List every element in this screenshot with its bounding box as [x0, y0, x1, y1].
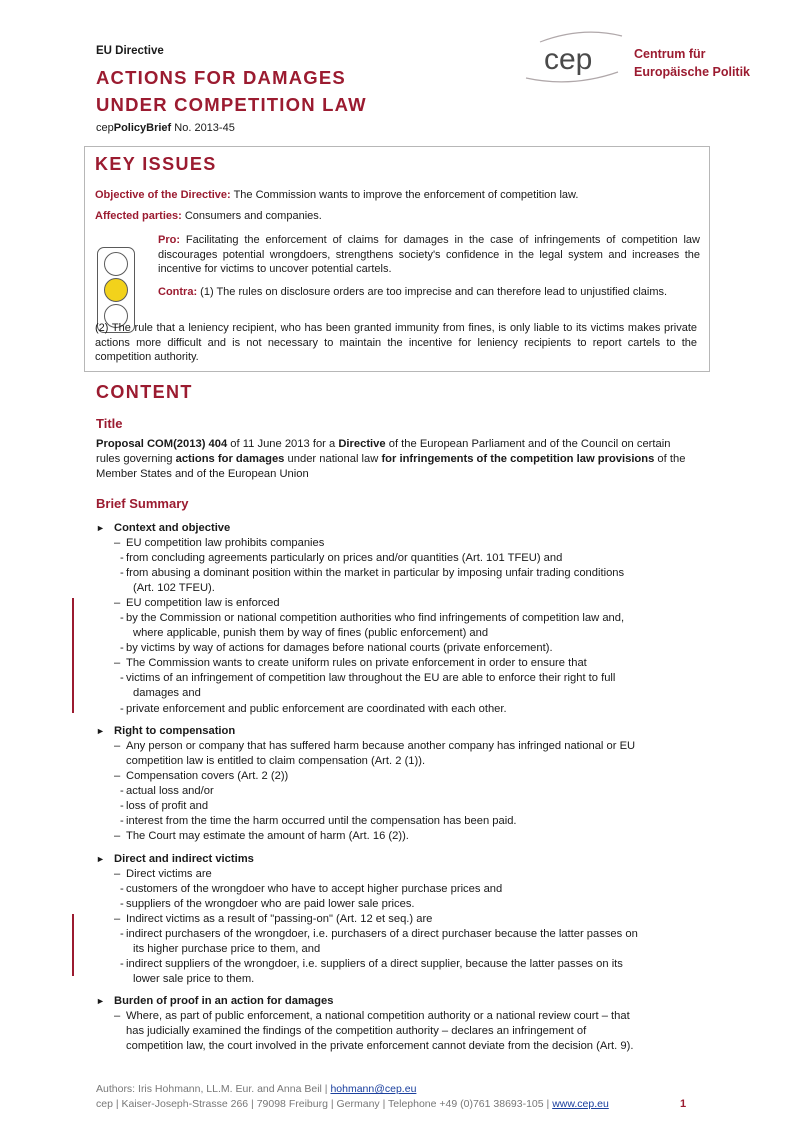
brief-summary-heading: Brief Summary: [96, 496, 189, 511]
address-text: cep | Kaiser-Joseph-Strasse 266 | 79098 Freiburg | Germany | Telephone +49 (0)761 38693-105 |: [96, 1098, 553, 1110]
objective-label: Objective of the Directive:: [95, 189, 231, 201]
sub-marker: -: [120, 552, 124, 564]
dash-marker: –: [114, 657, 121, 669]
list-item: EU competition law prohibits companies: [126, 537, 325, 549]
section-title: Context and objective: [114, 522, 231, 534]
dash-marker: –: [114, 868, 121, 880]
bullet-arrow-icon: ►: [96, 726, 105, 736]
title-line-1: ACTIONS FOR DAMAGES: [96, 67, 346, 88]
list-item: from abusing a dominant position within the market in particular by imposing unfair trading conditions: [126, 567, 625, 579]
title-part-8: of the Member States and of the European Union: [96, 453, 686, 480]
section-title: Burden of proof in an action for damages: [114, 995, 334, 1007]
title-line-2: UNDER COMPETITION LAW: [96, 94, 367, 115]
list-item: from concluding agreements particularly on prices and/or quantities (Art. 101 TFEU) and: [126, 552, 563, 564]
objective-text: The Commission wants to improve the enforcement of competition law.: [230, 189, 579, 201]
dash-marker: –: [114, 830, 121, 842]
sub-marker: -: [120, 567, 124, 579]
affected-label: Affected parties:: [95, 210, 182, 222]
title-part-4: of the European Parliament and of the Council on certain rules governing: [96, 438, 671, 465]
author-email-link[interactable]: hohmann@cep.eu: [330, 1083, 417, 1095]
bullet-arrow-icon: ►: [96, 854, 105, 864]
list-item: Direct victims are: [126, 868, 212, 880]
footer-authors: [96, 1082, 416, 1097]
sub-marker: -: [120, 703, 124, 715]
list-item: interest from the time the harm occurred until the compensation has been paid.: [126, 815, 517, 827]
sub-marker: -: [120, 928, 124, 940]
revision-mark: [72, 914, 74, 976]
list-item: loss of profit and: [126, 800, 209, 812]
list-item-continuation: damages and: [133, 687, 201, 699]
traffic-lamp-top: [104, 252, 128, 276]
list-item: victims of an infringement of competition law throughout the EU are able to enforce their right to full: [126, 672, 616, 684]
title-part-2: of 11 June 2013 for a: [227, 438, 339, 450]
section-title: Right to compensation: [114, 725, 236, 737]
list-item: private enforcement and public enforcement are coordinated with each other.: [126, 703, 507, 715]
dash-marker: –: [114, 537, 121, 549]
list-item-continuation: its higher purchase price to them, and: [133, 943, 321, 955]
list-item-continuation: where applicable, punish them by way of fines (public enforcement) and: [133, 627, 489, 639]
list-item-continuation: lower sale price to them.: [133, 973, 255, 985]
list-item: indirect purchasers of the wrongdoer, i.e. purchasers of a direct purchaser because the latter passes on: [126, 928, 638, 940]
sub-marker: -: [120, 800, 124, 812]
title-part-1: Proposal COM(2013) 404: [96, 438, 228, 450]
authors-text: Authors: Iris Hohmann, LL.M. Eur. and Anna Beil |: [96, 1083, 331, 1095]
traffic-lamp-yellow: [104, 278, 128, 302]
dash-marker: –: [114, 740, 121, 752]
brief-number: No. 2013-45: [171, 122, 235, 134]
contra-paragraph: [158, 285, 700, 300]
list-item: by the Commission or national competition authorities who find infringements of competition law and,: [126, 612, 625, 624]
org-line-1: Centrum für: [634, 47, 706, 61]
pro-paragraph: [158, 233, 700, 277]
sub-marker: -: [120, 815, 124, 827]
affected-parties: [95, 209, 699, 224]
pro-text: Facilitating the enforcement of claims for damages in the case of infringements of competition law discourages potential wrongdoers, strengthens society's confidence in the legal system and increases the incentive for victims to uncover potential cartels.: [158, 234, 700, 276]
organization-name: [634, 45, 750, 81]
website-link[interactable]: www.cep.eu: [552, 1098, 609, 1110]
policy-brief-number: [96, 121, 235, 136]
sub-marker: -: [120, 612, 124, 624]
title-heading: Title: [96, 416, 123, 431]
sub-marker: -: [120, 883, 124, 895]
brief-prefix: cep: [96, 122, 114, 134]
list-item: Compensation covers (Art. 2 (2)): [126, 770, 289, 782]
contra-text-1: (1) The rules on disclosure orders are too imprecise and can therefore lead to unjustified claims.: [197, 286, 668, 298]
list-item: customers of the wrongdoer who have to accept higher purchase prices and: [126, 883, 503, 895]
brief-name: PolicyBrief: [113, 122, 172, 134]
org-line-2: Europäische Politik: [634, 65, 751, 79]
list-item: EU competition law is enforced: [126, 597, 280, 609]
page-title: [96, 64, 367, 118]
objective: [95, 188, 699, 203]
logo-text: cep: [544, 43, 593, 76]
sub-marker: -: [120, 642, 124, 654]
pro-label: Pro:: [158, 234, 180, 246]
list-item-continuation: competition law, the court involved in the private enforcement cannot deviate from the decision (Art. 9).: [126, 1040, 634, 1052]
dash-marker: –: [114, 770, 121, 782]
title-part-6: under national law: [284, 453, 382, 465]
sub-marker: -: [120, 958, 124, 970]
affected-text: Consumers and companies.: [181, 210, 322, 222]
bullet-arrow-icon: ►: [96, 523, 105, 533]
title-part-7: for infringements of the competition law provisions: [381, 453, 655, 465]
list-item-continuation: (Art. 102 TFEU).: [133, 582, 215, 594]
section-title: Direct and indirect victims: [114, 853, 254, 865]
key-issues-box: [84, 146, 710, 372]
list-item: The Court may estimate the amount of harm (Art. 16 (2)).: [126, 830, 409, 842]
list-item: actual loss and/or: [126, 785, 214, 797]
key-issues-heading: KEY ISSUES: [95, 154, 217, 174]
title-part-3: Directive: [338, 438, 386, 450]
list-item: Any person or company that has suffered harm because another company has infringed national or EU: [126, 740, 636, 752]
title-part-5: actions for damages: [175, 453, 285, 465]
list-item: Where, as part of public enforcement, a national competition authority or a national review court – that: [126, 1010, 630, 1022]
sub-marker: -: [120, 898, 124, 910]
dash-marker: –: [114, 913, 121, 925]
list-item: Indirect victims as a result of "passing-on" (Art. 12 et seq.) are: [126, 913, 433, 925]
list-item: The Commission wants to create uniform rules on private enforcement in order to ensure that: [126, 657, 587, 669]
revision-mark: [72, 598, 74, 713]
contra-paragraph-2: (2) The rule that a leniency recipient, who has been granted immunity from fines, is only liable to its victims makes private actions more difficult and is not necessary to maintain the incentive for leniency recipients to report cartels to the competition authority.: [95, 322, 697, 364]
sub-marker: -: [120, 785, 124, 797]
bullet-arrow-icon: ►: [96, 996, 105, 1006]
contra-label: Contra:: [158, 286, 198, 298]
list-item: suppliers of the wrongdoer who are paid lower sale prices.: [126, 898, 415, 910]
logo-swoosh-top: [540, 32, 622, 42]
footer-address: [96, 1097, 609, 1112]
sub-marker: -: [120, 672, 124, 684]
list-item: by victims by way of actions for damages before national courts (private enforcement).: [126, 642, 553, 654]
content-heading: CONTENT: [96, 382, 193, 402]
page-number: 1: [680, 1098, 687, 1110]
proposal-title: [96, 437, 687, 482]
dash-marker: –: [114, 1010, 121, 1022]
list-item-continuation: competition law is entitled to claim compensation (Art. 2 (1)).: [126, 755, 426, 767]
dash-marker: –: [114, 597, 121, 609]
list-item-continuation: has judicially examined the findings of the competition authority – declares an infringement of: [126, 1025, 587, 1037]
document-type: EU Directive: [96, 45, 164, 57]
list-item: indirect suppliers of the wrongdoer, i.e. suppliers of a direct supplier, because the latter passes on its: [126, 958, 623, 970]
